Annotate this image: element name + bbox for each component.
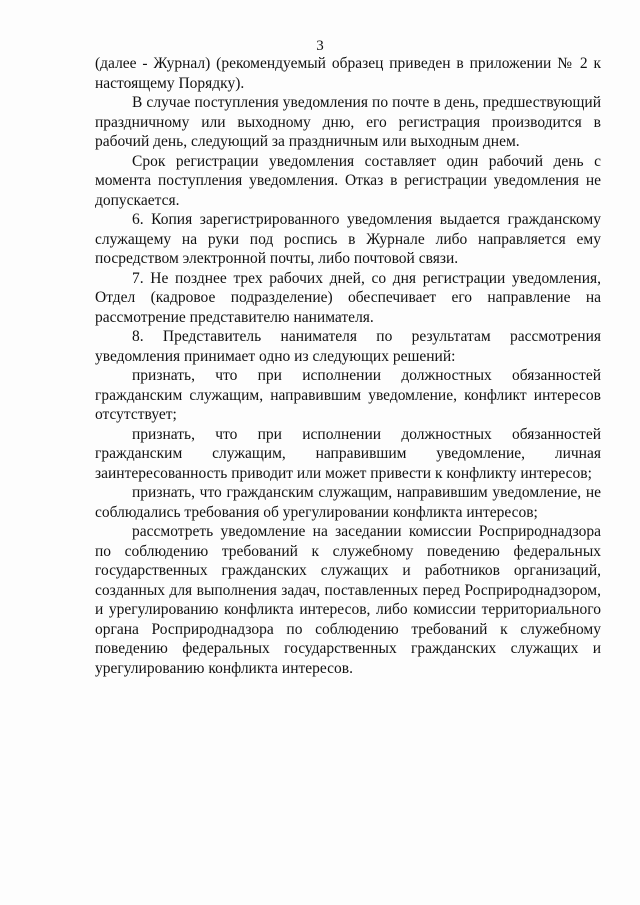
paragraph-item-8: 8. Представитель нанимателя по результатам рассмотрения уведомления принимает одно из следующих решений: [95, 328, 601, 365]
document-body [95, 54, 601, 678]
paragraph-mail-registration: В случае поступления уведомления по почте в день, предшествующий праздничному или выходному дню, его регистрация производится в рабочий день, следующий за праздничным или выходным днем. [95, 94, 601, 150]
paragraph-registration-term: Срок регистрации уведомления составляет один рабочий день с момента поступления уведомления. Отказ в регистрации уведомления не допускается. [95, 152, 601, 209]
decision-option-4: рассмотреть уведомление на заседании комиссии Росприроднадзора по соблюдению требований к служебному поведению федеральных государственных гражданских служащих и работников организаций, созданных для выполнения задач, поставленных перед Росприроднадзором, и урегулированию конфликта интересов, либо комиссии территориального органа Росприроднадзора по соблюдению требований к служебному поведению федеральных государственных гражданских служащих и урегулированию конфликта интересов. [95, 523, 601, 677]
decision-option-2: признать, что при исполнении должностных обязанностей гражданским служащим, направившим уведомление, личная заинтересованность приводит или может привести к конфликту интересов; [95, 425, 601, 482]
page-number: 3 [316, 38, 324, 54]
paragraph-item-6: 6. Копия зарегистрированного уведомления выдается гражданскому служащему на руки под роспись в Журнале либо направляется ему посредством электронной почты, либо почтовой связи. [95, 211, 601, 267]
paragraph-item-7: 7. Не позднее трех рабочих дней, со дня регистрации уведомления, Отдел (кадровое подразделение) обеспечивает его направление на рассмотрение представителю нанимателя. [95, 269, 601, 326]
decision-option-3: признать, что гражданским служащим, направившим уведомление, не соблюдались требования об урегулировании конфликта интересов; [95, 484, 601, 521]
decision-option-1: признать, что при исполнении должностных обязанностей гражданским служащим, направившим уведомление, конфликт интересов отсутствует; [95, 367, 601, 423]
paragraph-journal-reference: (далее - Журнал) (рекомендуемый образец приведен в приложении № 2 к настоящему Порядку). [95, 55, 601, 92]
